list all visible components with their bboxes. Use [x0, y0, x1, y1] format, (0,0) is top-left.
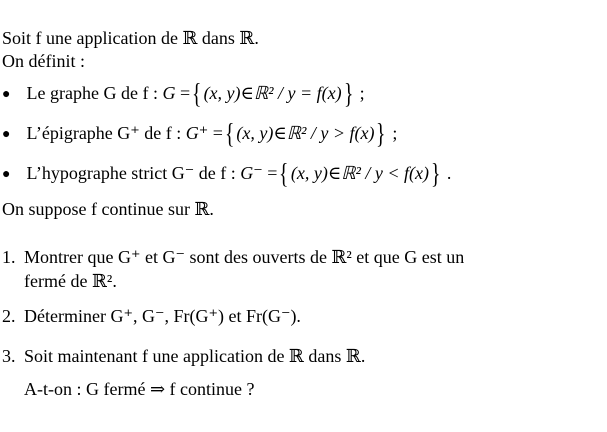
- question-text: fermé de ℝ².: [24, 271, 117, 291]
- definition-label: L’épigraphe G⁺ de f :: [26, 123, 182, 143]
- formula-set: (x, y)∈ℝ² / y > f(x): [236, 123, 375, 143]
- formula-lhs: G⁺: [185, 123, 209, 143]
- question-text: Soit maintenant f une application de ℝ dans ℝ.: [24, 346, 366, 366]
- formula-set: (x, y)∈ℝ² / y < f(x): [290, 163, 429, 183]
- formula-lhs: G: [162, 83, 176, 103]
- question-1-continued: [24, 270, 117, 292]
- question-number: 3.: [2, 346, 16, 366]
- bullet-icon: ●: [2, 167, 11, 182]
- question-3-continued: [24, 378, 255, 400]
- question-2: [2, 305, 301, 327]
- definition-epigraph: ● L’épigraphe G⁺ de f : G⁺ ={ (x, y)∈ℝ² / y > f(x)} ;: [2, 119, 398, 150]
- definition-label: Le graphe G de f :: [26, 83, 158, 103]
- intro-line-2: [2, 50, 85, 72]
- definition-label: L’hypographe strict G⁻ de f :: [26, 163, 236, 183]
- assumption: [2, 198, 214, 220]
- formula-set: (x, y)∈ℝ² / y = f(x): [203, 83, 342, 103]
- definition-hypograph: ● L’hypographe strict G⁻ de f : G⁻ ={ (x, y)∈ℝ² / y < f(x)} .: [2, 159, 452, 190]
- intro-text-2: On définit :: [2, 51, 85, 71]
- question-text: Déterminer G⁺, G⁻, Fr(G⁺) et Fr(G⁻).: [24, 306, 301, 326]
- question-number: 1.: [2, 247, 16, 267]
- question-number: 2.: [2, 306, 16, 326]
- bullet-icon: ●: [2, 127, 11, 142]
- formula-end: .: [446, 163, 452, 183]
- intro-text-1: Soit f une application de ℝ dans ℝ.: [2, 28, 259, 48]
- question-text: Montrer que G⁺ et G⁻ sont des ouverts de ℝ² et que G est un: [24, 247, 465, 267]
- assumption-text: On suppose f continue sur ℝ.: [2, 199, 214, 219]
- formula-end: ;: [359, 83, 365, 103]
- bullet-icon: ●: [2, 87, 11, 102]
- question-3: [2, 345, 365, 367]
- formula-end: ;: [392, 123, 398, 143]
- intro-line-1: [2, 27, 259, 49]
- formula-lhs: G⁻: [240, 163, 263, 183]
- question-text: A-t-on : G fermé ⇒ f continue ?: [24, 379, 255, 399]
- question-1: [2, 246, 464, 268]
- definition-graph: ● Le graphe G de f : G ={ (x, y)∈ℝ² / y = f(x)} ;: [2, 79, 365, 110]
